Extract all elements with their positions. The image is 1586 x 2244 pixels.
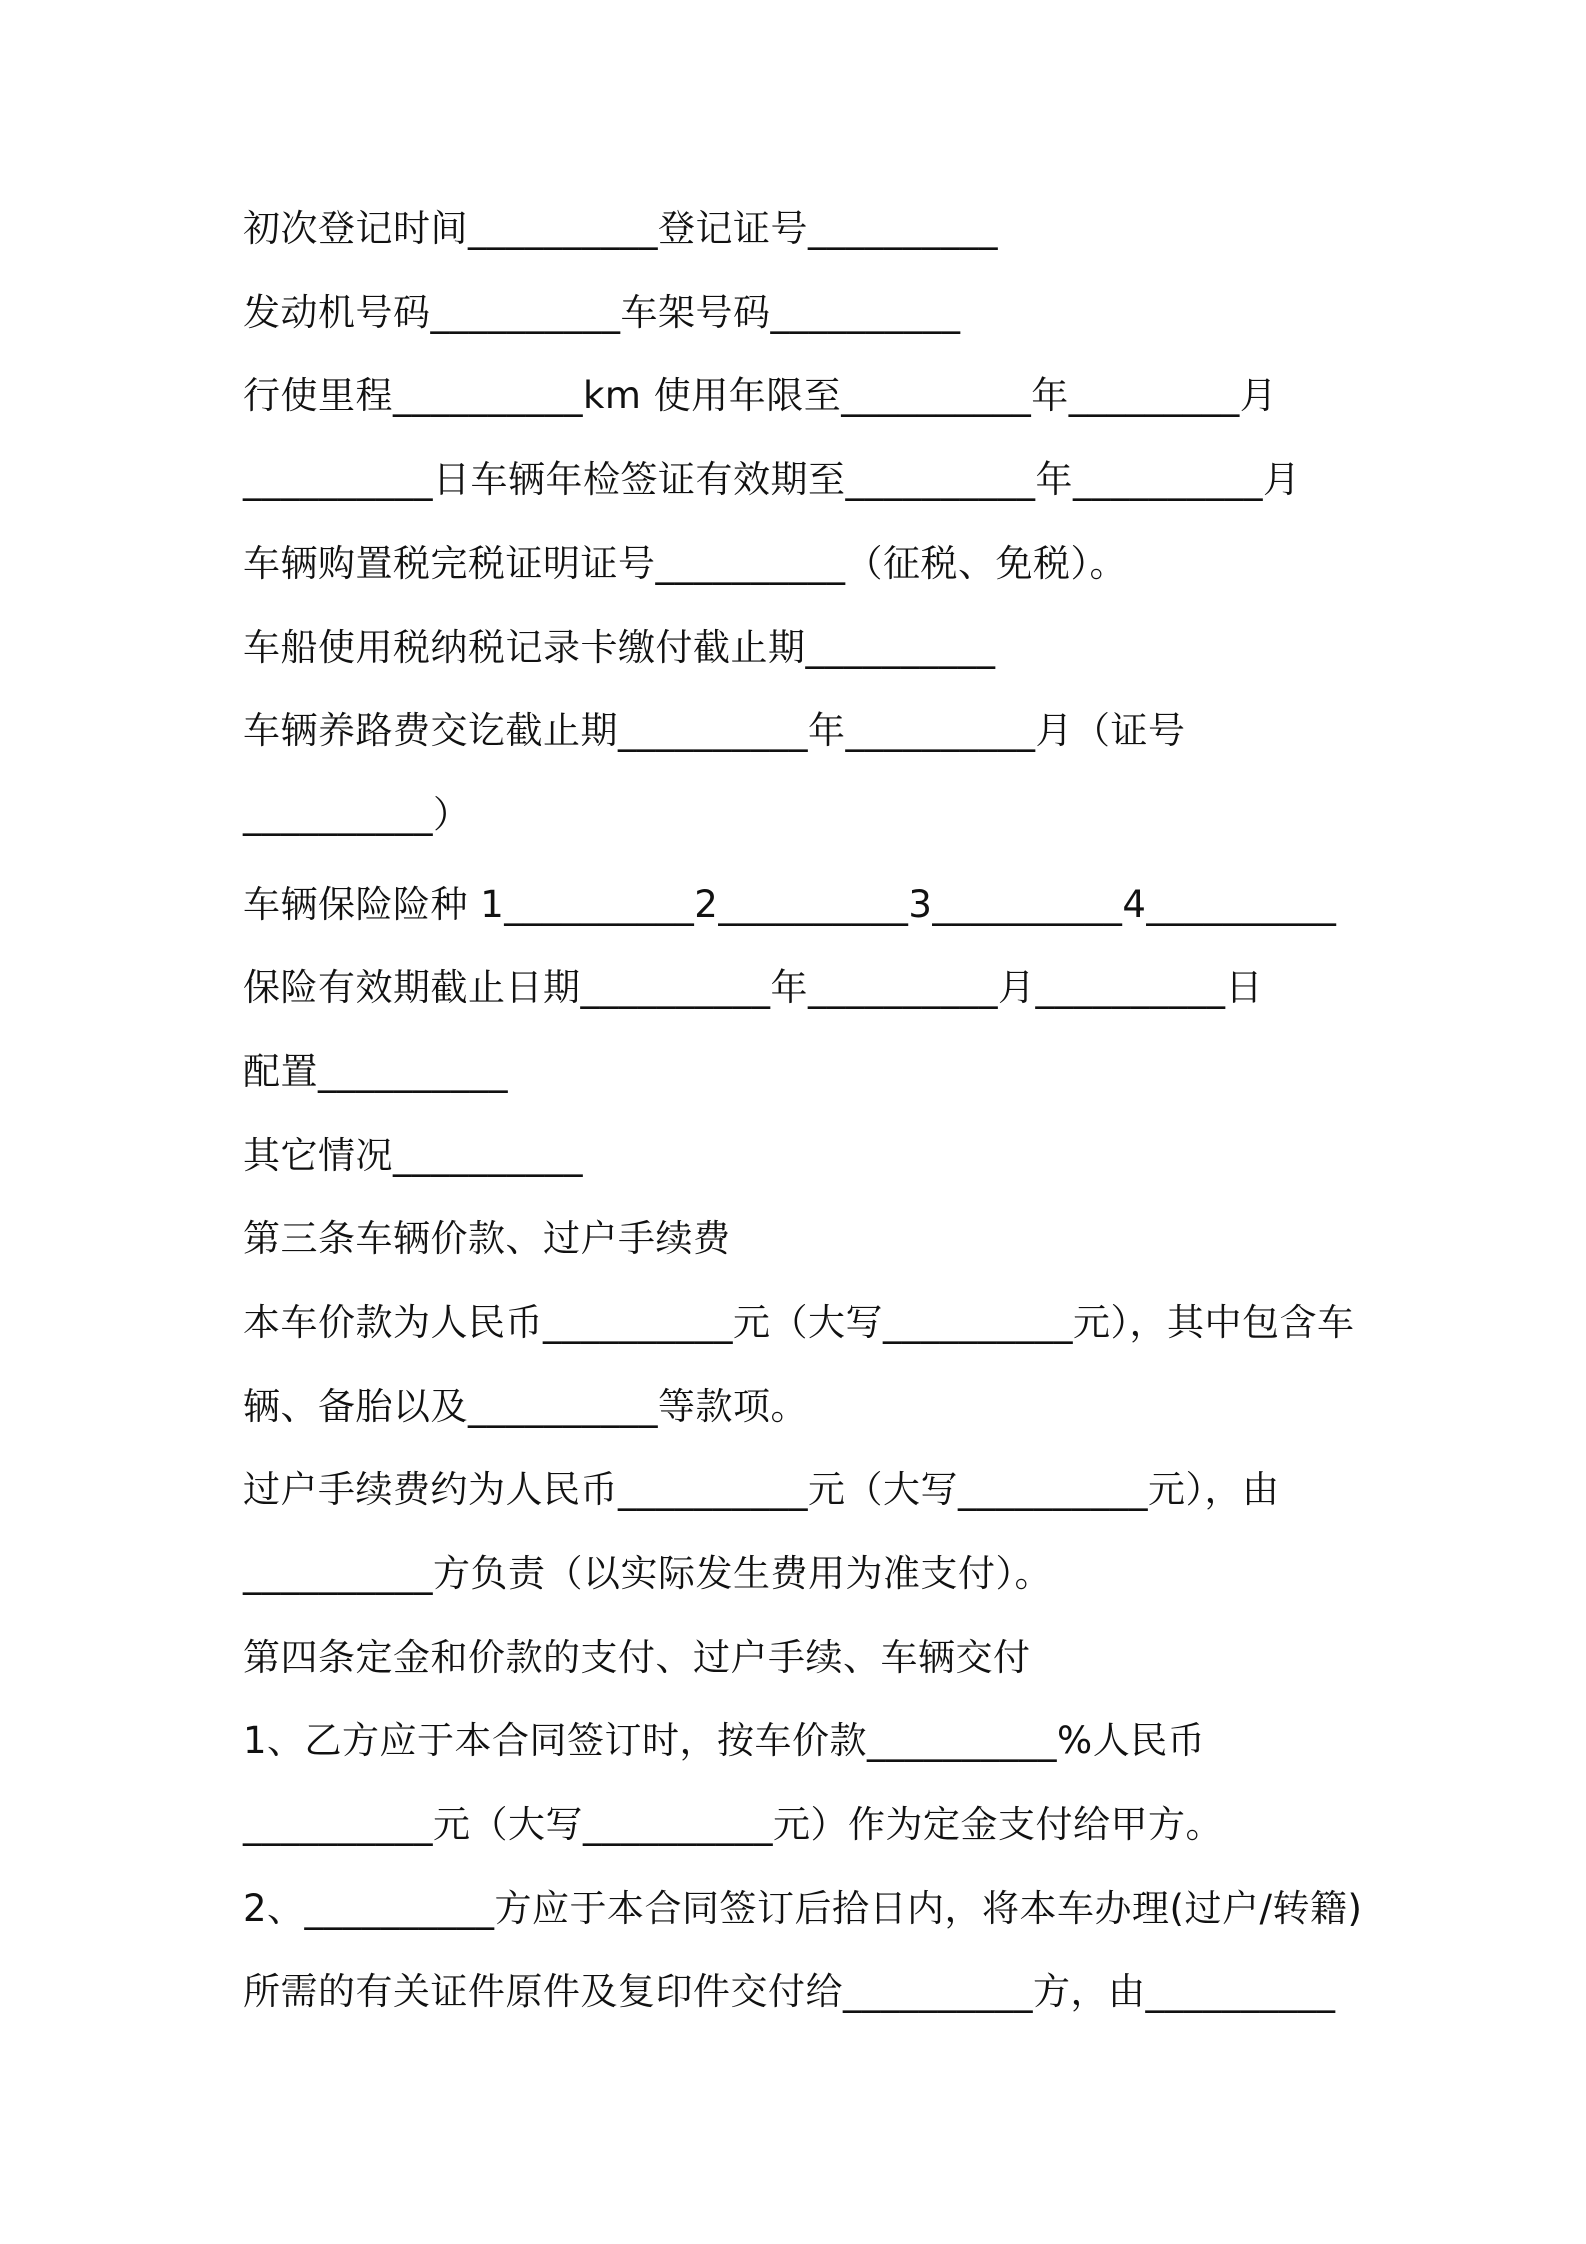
documents-clause-line: 2、__________方应于本合同签订后拾日内，将本车办理(过户/转籍) [243, 1887, 1363, 1930]
price-line: 本车价款为人民币__________元（大写__________元），其中包含车 [243, 1301, 1355, 1344]
inspection-line: __________日车辆年检签证有效期至__________年__________月 [243, 458, 1301, 501]
transfer-fee-party-line: __________方负责（以实际发生费用为准支付）。 [243, 1552, 1052, 1595]
insurance-expiry-line: 保险有效期截止日期__________年__________月__________日 [243, 966, 1263, 1009]
engine-number-line: 发动机号码__________车架号码__________ [243, 291, 961, 334]
deposit-clause-line: 1、乙方应于本合同签订时，按车价款__________%人民币 [243, 1719, 1206, 1762]
vessel-tax-line: 车船使用税纳税记录卡缴付截止期__________ [243, 626, 996, 669]
documents-delivery-line: 所需的有关证件原件及复印件交付给__________方，由__________ [243, 1970, 1336, 2013]
road-fee-line: 车辆养路费交讫截止期__________年__________月（证号 [243, 709, 1186, 752]
article-four-heading: 第四条定金和价款的支付、过户手续、车辆交付 [243, 1636, 1031, 1679]
insurance-types-line: 车辆保险险种 1__________2__________3__________4__________ [243, 883, 1337, 926]
configuration-line: 配置__________ [243, 1050, 508, 1093]
road-fee-cert-line: __________） [243, 793, 471, 836]
article-three-heading: 第三条车辆价款、过户手续费 [243, 1217, 731, 1260]
registration-date-line: 初次登记时间__________登记证号__________ [243, 207, 998, 250]
price-items-line: 辆、备胎以及__________等款项。 [243, 1385, 808, 1428]
transfer-fee-line: 过户手续费约为人民币__________元（大写__________元），由 [243, 1468, 1280, 1511]
mileage-line: 行使里程__________km 使用年限至__________年_________月 [243, 374, 1278, 417]
deposit-amount-line: __________元（大写__________元）作为定金支付给甲方。 [243, 1803, 1223, 1846]
purchase-tax-line: 车辆购置税完税证明证号__________（征税、免税）。 [243, 542, 1127, 585]
other-info-line: 其它情况__________ [243, 1134, 583, 1177]
